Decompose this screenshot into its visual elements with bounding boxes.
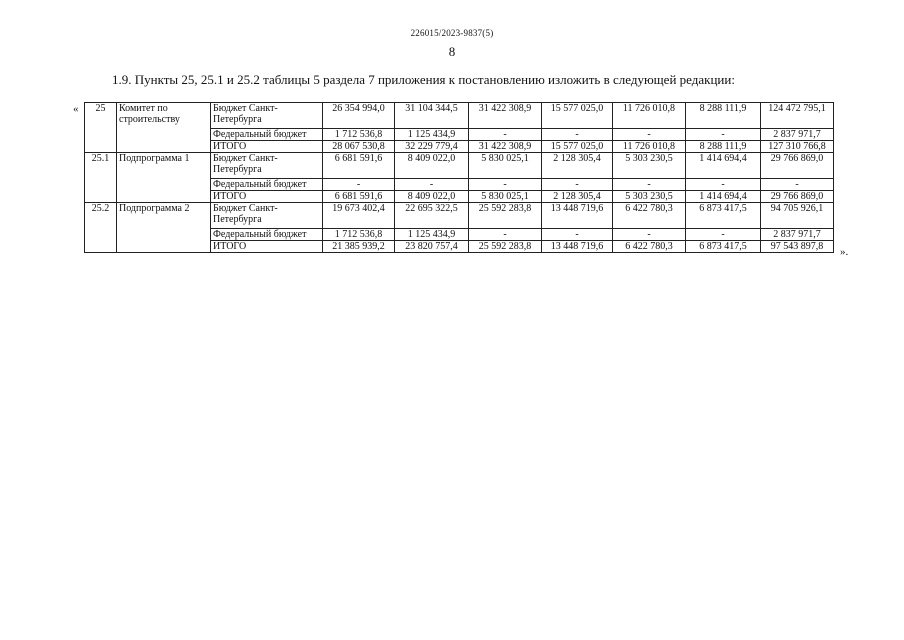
value-cell: 13 448 719,6: [542, 241, 613, 253]
item-name-cell: Подпрограмма 1: [117, 153, 211, 203]
opening-quote-mark: «: [73, 103, 79, 115]
value-cell: 25 592 283,8: [469, 203, 542, 229]
value-cell: 1 712 536,8: [323, 229, 395, 241]
value-cell: -: [469, 129, 542, 141]
value-cell: 25 592 283,8: [469, 241, 542, 253]
value-cell: 32 229 779,4: [395, 141, 469, 153]
value-cell: 8 409 022,0: [395, 153, 469, 179]
total-value-cell: 97 543 897,8: [761, 241, 834, 253]
value-cell: 5 830 025,1: [469, 191, 542, 203]
value-cell: 1 125 434,9: [395, 129, 469, 141]
page-number: 8: [448, 44, 456, 59]
value-cell: 8 288 111,9: [686, 103, 761, 129]
total-value-cell: -: [761, 179, 834, 191]
value-cell: -: [686, 129, 761, 141]
value-cell: 2 128 305,4: [542, 153, 613, 179]
value-cell: 13 448 719,6: [542, 203, 613, 229]
value-cell: -: [542, 129, 613, 141]
value-cell: -: [469, 229, 542, 241]
value-cell: -: [686, 229, 761, 241]
table-row: [85, 103, 834, 129]
document-registration-number: 226015/2023-9837(5): [410, 28, 494, 38]
value-cell: 28 067 530,8: [323, 141, 395, 153]
item-name-cell: Комитет по строительству: [117, 103, 211, 153]
value-cell: 31 422 308,9: [469, 103, 542, 129]
value-cell: 1 414 694,4: [686, 191, 761, 203]
table-row: [85, 203, 834, 229]
funding-source-cell: Федеральный бюджет: [211, 129, 323, 141]
value-cell: 6 681 591,6: [323, 153, 395, 179]
value-cell: -: [686, 179, 761, 191]
value-cell: 6 681 591,6: [323, 191, 395, 203]
value-cell: -: [613, 179, 686, 191]
value-cell: -: [395, 179, 469, 191]
funding-source-cell: ИТОГО: [211, 241, 323, 253]
funding-source-cell: ИТОГО: [211, 191, 323, 203]
item-code-cell: 25.2: [85, 203, 117, 253]
value-cell: -: [469, 179, 542, 191]
value-cell: 11 726 010,8: [613, 103, 686, 129]
value-cell: 11 726 010,8: [613, 141, 686, 153]
value-cell: 31 104 344,5: [395, 103, 469, 129]
value-cell: 6 422 780,3: [613, 203, 686, 229]
total-value-cell: 29 766 869,0: [761, 191, 834, 203]
value-cell: 1 414 694,4: [686, 153, 761, 179]
total-value-cell: 2 837 971,7: [761, 129, 834, 141]
total-value-cell: 124 472 795,1: [761, 103, 834, 129]
value-cell: 6 422 780,3: [613, 241, 686, 253]
item-code-cell: 25.1: [85, 153, 117, 203]
item-name-cell: Подпрограмма 2: [117, 203, 211, 253]
value-cell: -: [613, 129, 686, 141]
value-cell: 22 695 322,5: [395, 203, 469, 229]
funding-source-cell: ИТОГО: [211, 141, 323, 153]
value-cell: -: [613, 229, 686, 241]
value-cell: 1 125 434,9: [395, 229, 469, 241]
value-cell: -: [542, 179, 613, 191]
value-cell: 6 873 417,5: [686, 241, 761, 253]
value-cell: -: [323, 179, 395, 191]
total-value-cell: 2 837 971,7: [761, 229, 834, 241]
amendment-intro-text: 1.9. Пункты 25, 25.1 и 25.2 таблицы 5 раздела 7 приложения к постановлению изложить в следующей редакции:: [112, 72, 735, 87]
funding-source-cell: Бюджет Санкт-Петербурга: [211, 103, 323, 129]
total-value-cell: 29 766 869,0: [761, 153, 834, 179]
funding-source-cell: Федеральный бюджет: [211, 179, 323, 191]
value-cell: 2 128 305,4: [542, 191, 613, 203]
item-code-cell: 25: [85, 103, 117, 153]
budget-table: [84, 102, 834, 253]
total-value-cell: 94 705 926,1: [761, 203, 834, 229]
value-cell: 23 820 757,4: [395, 241, 469, 253]
table-row: [85, 153, 834, 179]
value-cell: 21 385 939,2: [323, 241, 395, 253]
closing-quote-mark: ».: [840, 246, 849, 258]
value-cell: 5 303 230,5: [613, 153, 686, 179]
funding-source-cell: Бюджет Санкт-Петербурга: [211, 203, 323, 229]
funding-source-cell: Федеральный бюджет: [211, 229, 323, 241]
value-cell: 5 830 025,1: [469, 153, 542, 179]
value-cell: 26 354 994,0: [323, 103, 395, 129]
funding-source-cell: Бюджет Санкт-Петербурга: [211, 153, 323, 179]
value-cell: 19 673 402,4: [323, 203, 395, 229]
value-cell: 6 873 417,5: [686, 203, 761, 229]
value-cell: 8 288 111,9: [686, 141, 761, 153]
value-cell: 1 712 536,8: [323, 129, 395, 141]
total-value-cell: 127 310 766,8: [761, 141, 834, 153]
value-cell: 8 409 022,0: [395, 191, 469, 203]
value-cell: 15 577 025,0: [542, 141, 613, 153]
value-cell: 5 303 230,5: [613, 191, 686, 203]
value-cell: 15 577 025,0: [542, 103, 613, 129]
value-cell: -: [542, 229, 613, 241]
value-cell: 31 422 308,9: [469, 141, 542, 153]
